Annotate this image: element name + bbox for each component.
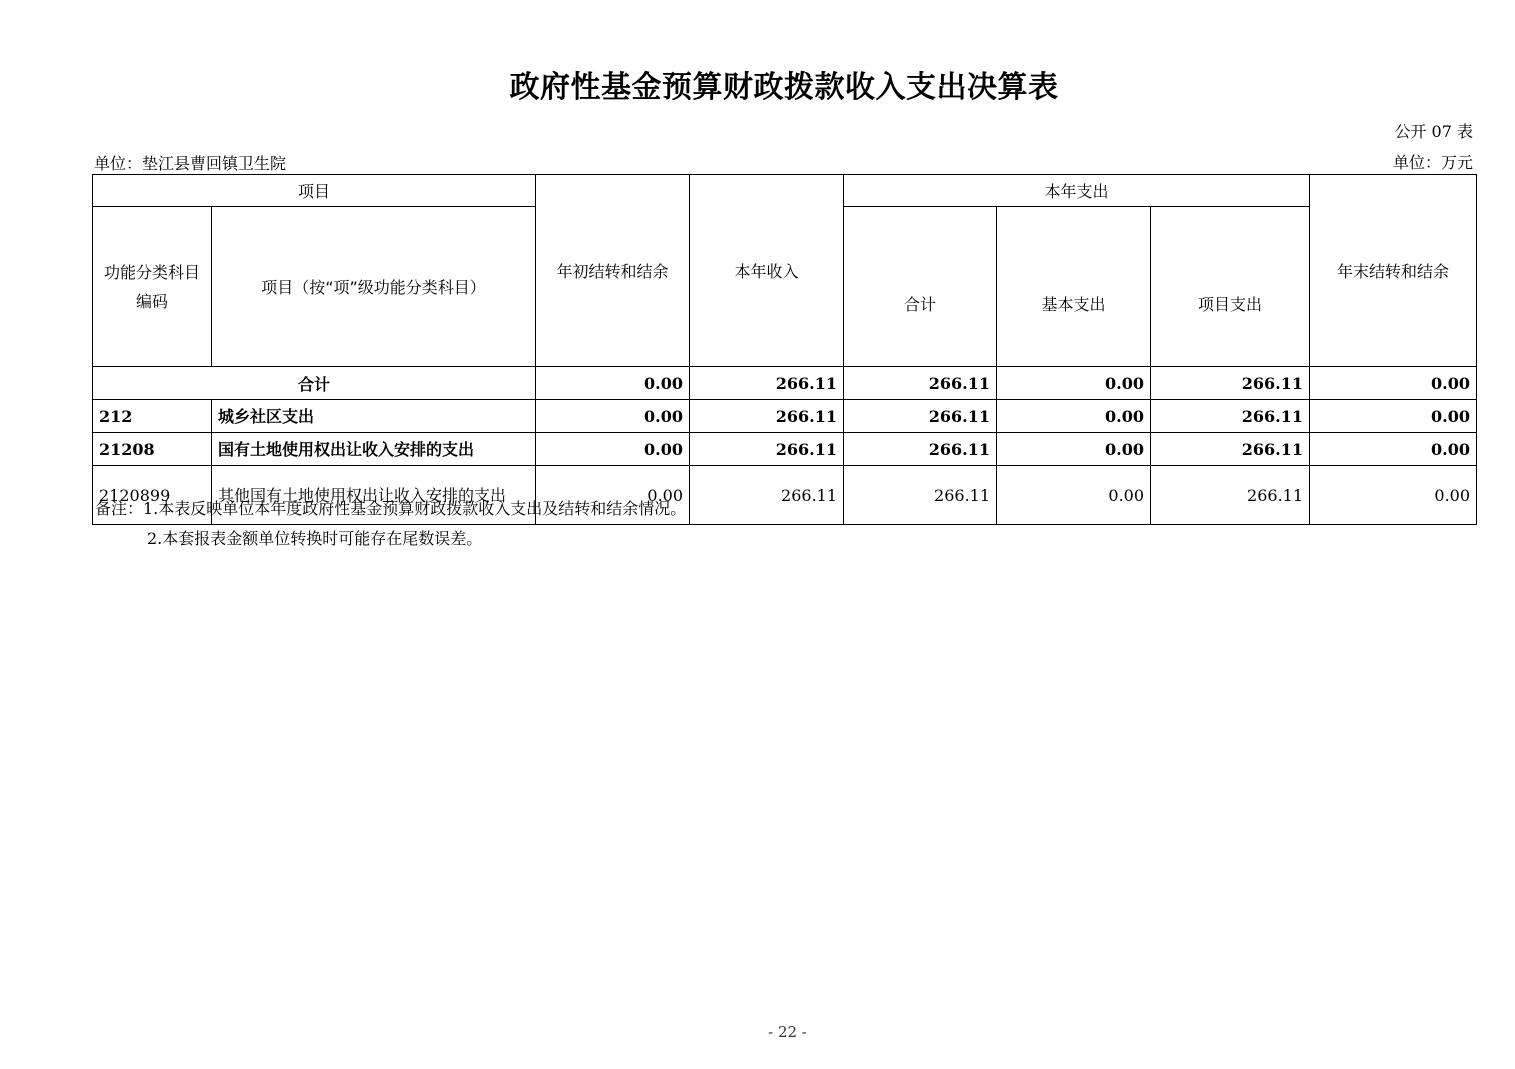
note-line-2: 2.本套报表金额单位转换时可能存在尾数误差。 <box>147 529 483 548</box>
row-name: 国有土地使用权出让收入安排的支出 <box>212 433 536 466</box>
total-basic: 0.00 <box>997 367 1151 400</box>
header-project: 项目 <box>93 175 536 207</box>
row-closing: 0.00 <box>1310 466 1477 525</box>
header-code: 功能分类科目编码 <box>93 207 212 367</box>
row-basic: 0.00 <box>997 433 1151 466</box>
budget-table <box>92 174 1477 525</box>
total-label: 合计 <box>93 367 536 400</box>
note-line-1: 备注：1.本表反映单位本年度政府性基金预算财政拨款收入支出及结转和结余情况。 <box>95 499 687 518</box>
total-row <box>93 367 1477 400</box>
row-project: 266.11 <box>1151 400 1310 433</box>
row-closing: 0.00 <box>1310 400 1477 433</box>
total-closing: 0.00 <box>1310 367 1477 400</box>
header-income: 本年收入 <box>690 175 844 367</box>
table-number: 公开 07 表 <box>1394 122 1473 141</box>
row-income: 266.11 <box>690 400 844 433</box>
total-project: 266.11 <box>1151 367 1310 400</box>
row-code: 2120899 <box>93 466 212 525</box>
notes <box>95 494 686 554</box>
page-title: 政府性基金预算财政拨款收入支出决算表 <box>509 70 1059 105</box>
total-opening: 0.00 <box>536 367 690 400</box>
reporting-unit: 单位：垫江县曹回镇卫生院 <box>94 154 287 173</box>
row-income: 266.11 <box>690 466 844 525</box>
row-basic: 0.00 <box>997 466 1151 525</box>
row-name: 其他国有土地使用权出让收入安排的支出 <box>212 466 536 525</box>
row-total: 266.11 <box>844 400 997 433</box>
row-opening: 0.00 <box>536 400 690 433</box>
row-opening: 0.00 <box>536 466 690 525</box>
header-expense-group: 本年支出 <box>844 175 1310 207</box>
row-closing: 0.00 <box>1310 433 1477 466</box>
row-opening: 0.00 <box>536 433 690 466</box>
currency-unit: 单位：万元 <box>1392 153 1473 172</box>
row-total: 266.11 <box>844 466 997 525</box>
header-basic-expense: 基本支出 <box>997 207 1151 367</box>
header-expense-total: 合计 <box>844 207 997 367</box>
row-project: 266.11 <box>1151 466 1310 525</box>
page-number: - 22 - <box>768 1023 807 1041</box>
row-code: 212 <box>93 400 212 433</box>
header-name: 项目（按“项”级功能分类科目） <box>212 207 536 367</box>
header-closing-balance: 年末结转和结余 <box>1310 175 1477 367</box>
row-name: 城乡社区支出 <box>212 400 536 433</box>
total-expense: 266.11 <box>844 367 997 400</box>
table-row <box>93 433 1477 466</box>
row-code: 21208 <box>93 433 212 466</box>
header-row-1 <box>93 175 1477 207</box>
header-opening-balance: 年初结转和结余 <box>536 175 690 367</box>
row-basic: 0.00 <box>997 400 1151 433</box>
row-project: 266.11 <box>1151 433 1310 466</box>
total-income: 266.11 <box>690 367 844 400</box>
table-row <box>93 400 1477 433</box>
row-total: 266.11 <box>844 433 997 466</box>
row-income: 266.11 <box>690 433 844 466</box>
header-project-expense: 项目支出 <box>1151 207 1310 367</box>
